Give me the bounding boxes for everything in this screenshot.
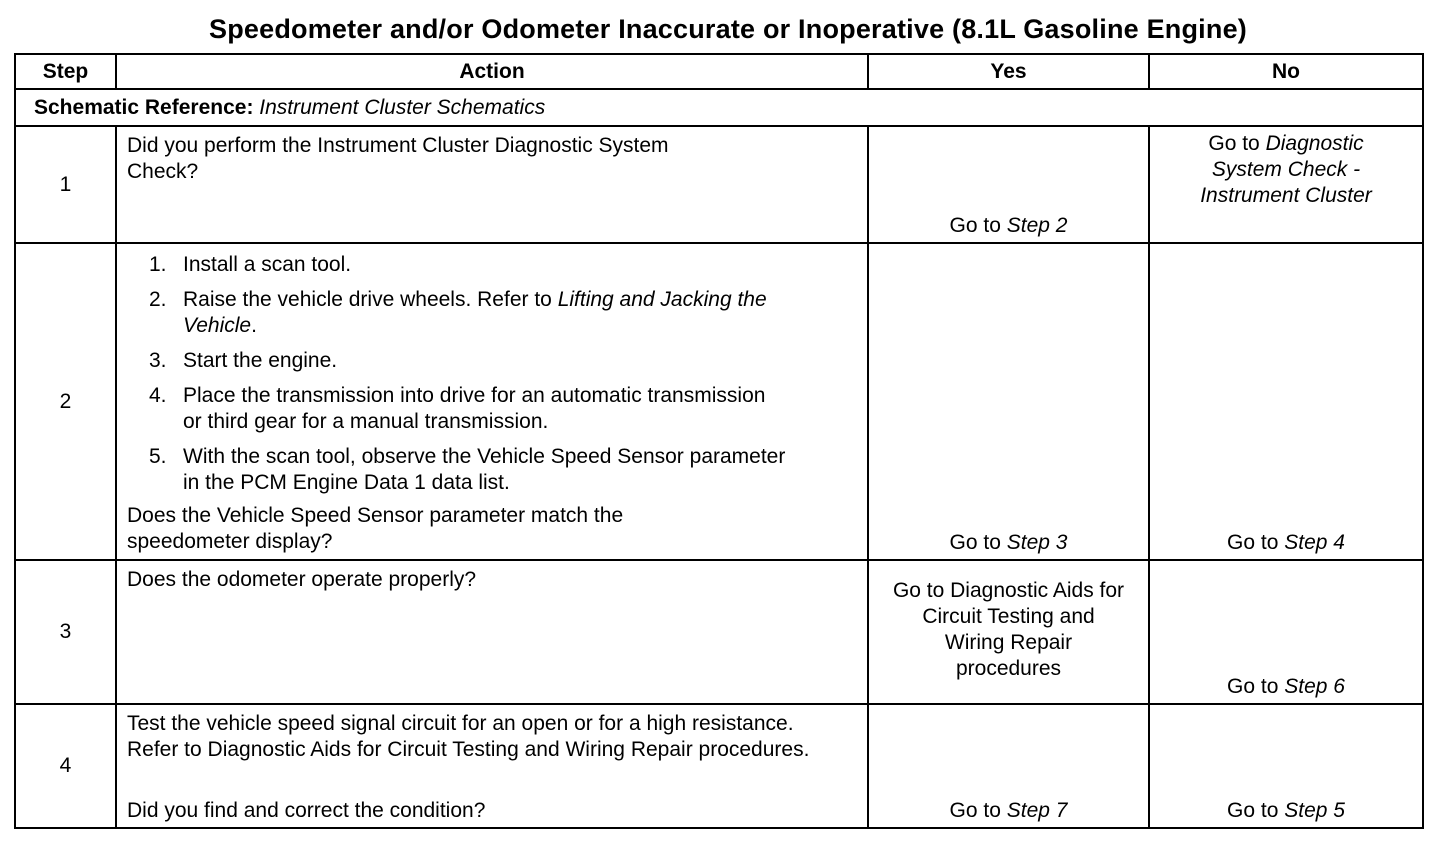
no-prefix: Go to [1208,132,1260,155]
yes-cell [868,126,1149,243]
substep-number: 2. [149,288,167,311]
header-no: No [1149,54,1423,89]
yes-link[interactable]: Step 2 [1006,214,1068,237]
table-row-step-1 [15,126,1423,243]
substep-list [127,252,857,496]
no-prefix: Go to [1227,675,1279,698]
yes-link[interactable]: Step 3 [1006,531,1068,554]
step-number: 4 [15,704,116,828]
yes-cell [868,243,1149,560]
schematic-reference [15,89,1423,126]
list-item [149,252,857,278]
step-number: 3 [15,560,116,704]
header-yes: Yes [868,54,1149,89]
yes-link[interactable]: Step 7 [1006,799,1068,822]
no-cell [1149,704,1423,828]
substep-text: Start the engine. [183,349,338,372]
action-cell [116,560,868,704]
action-question: Did you perform the Instrument Cluster Diagnostic System Check? [127,134,669,183]
no-cell [1149,126,1423,243]
no-prefix: Go to [1227,799,1279,822]
no-link[interactable]: Step 6 [1284,675,1345,698]
list-item [149,444,803,496]
action-text: Test the vehicle speed signal circuit for an open or for a high resistance. Refer to Diagnostic Aids for Circuit Testing and Wiring Repair procedures. [127,712,810,761]
table-row-step-2 [15,243,1423,560]
yes-text[interactable]: Go to Diagnostic Aids for Circuit Testing and Wiring Repair procedures [892,579,1125,680]
diagnostic-table [14,53,1424,829]
no-link[interactable]: Diagnostic System Check - Instrument Cluster [1200,132,1372,207]
action-cell [116,704,868,828]
list-item [149,348,857,374]
schematic-reference-label: Schematic Reference: [34,95,254,119]
no-link[interactable]: Step 5 [1284,799,1345,822]
action-question: Did you find and correct the condition? [127,799,486,822]
no-cell [1149,243,1423,560]
substep-link[interactable]: Lifting and Jacking the Vehicle [183,288,767,337]
substep-text: Place the transmission into drive for an automatic transmission or third gear for a manual transmission. [183,384,766,433]
yes-prefix: Go to [949,799,1001,822]
substep-text: With the scan tool, observe the Vehicle Speed Sensor parameter in the PCM Engine Data 1 data list. [183,445,786,494]
no-prefix: Go to [1227,531,1279,554]
list-item [149,383,783,435]
schematic-reference-link[interactable]: Instrument Cluster Schematics [259,95,546,119]
substep-number: 1. [149,253,167,276]
header-row [15,54,1423,89]
step-number: 1 [15,126,116,243]
yes-cell [868,560,1149,704]
substep-suffix: . [251,314,257,337]
yes-cell [868,704,1149,828]
action-question: Does the odometer operate properly? [127,568,477,591]
page-title: Speedometer and/or Odometer Inaccurate or Inoperative (8.1L Gasoline Engine) [209,14,1247,44]
substep-text: Install a scan tool. [183,253,352,276]
no-cell [1149,560,1423,704]
table-row-step-3 [15,560,1423,704]
yes-prefix: Go to [949,531,1001,554]
list-item [149,287,843,339]
yes-prefix: Go to [949,214,1001,237]
substep-number: 4. [149,384,167,407]
header-action: Action [116,54,868,89]
header-step: Step [15,54,116,89]
no-link[interactable]: Step 4 [1284,531,1345,554]
action-question: Does the Vehicle Speed Sensor parameter match the speedometer display? [127,504,624,553]
step-number: 2 [15,243,116,560]
substep-number: 5. [149,445,167,468]
substep-text: Raise the vehicle drive wheels. Refer to [183,288,552,311]
schematic-reference-row [15,89,1423,126]
table-row-step-4 [15,704,1423,828]
action-cell [116,243,868,560]
substep-number: 3. [149,349,167,372]
action-cell [116,126,868,243]
